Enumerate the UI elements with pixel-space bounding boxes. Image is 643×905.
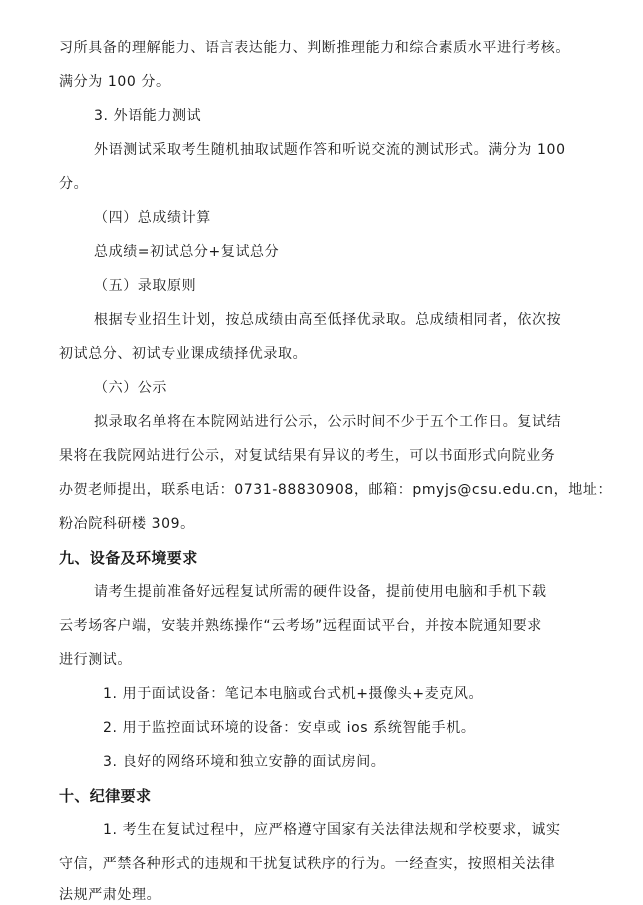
list-item-1: 1. 用于面试设备：笔记本电脑或台式机+摄像头+麦克风。 <box>103 686 484 702</box>
text-line-24: 1. 考生在复试过程中，应严格遵守国家有关法律法规和学校要求，诚实 <box>103 822 561 838</box>
text-line-5: 分。 <box>59 176 89 192</box>
text-line-2: 满分为 100 分。 <box>59 74 171 90</box>
text-line-19: 进行测试。 <box>59 652 132 668</box>
text-line-14: 办贺老师提出，联系电话：0731-88830908，邮箱：pmyjs@csu.edu.cn，地址： <box>59 482 613 498</box>
text-line-7: 总成绩=初试总分+复试总分 <box>94 244 280 260</box>
list-item-3: 3. 良好的网络环境和独立安静的面试房间。 <box>103 754 386 770</box>
section-heading-discipline: 十、纪律要求 <box>59 787 152 805</box>
text-line-25: 守信，严禁各种形式的违规和干扰复试秩序的行为。一经查实，按照相关法律 <box>59 856 556 872</box>
subsection-title-language-test: 3. 外语能力测试 <box>94 108 202 124</box>
text-line-15: 粉冶院科研楼 309。 <box>59 516 195 532</box>
text-line-4: 外语测试采取考生随机抽取试题作答和听说交流的测试形式。满分为 100 <box>94 142 566 158</box>
text-line-1: 习所具备的理解能力、语言表达能力、判断推理能力和综合素质水平进行考核。 <box>59 40 570 56</box>
text-line-9: 根据专业招生计划，按总成绩由高至低择优录取。总成绩相同者，依次按 <box>94 312 562 328</box>
section-heading-equipment: 九、设备及环境要求 <box>59 549 198 567</box>
text-line-13: 果将在我院网站进行公示，对复试结果有异议的考生，可以书面形式向院业务 <box>59 448 556 464</box>
text-line-18: 云考场客户端，安装并熟练操作“云考场”远程面试平台，并按本院通知要求 <box>59 618 542 634</box>
subsection-title-publicity: （六）公示 <box>94 380 167 396</box>
text-line-17: 请考生提前准备好远程复试所需的硬件设备，提前使用电脑和手机下载 <box>94 584 547 600</box>
text-line-12: 拟录取名单将在本院网站进行公示，公示时间不少于五个工作日。复试结 <box>94 414 562 430</box>
text-line-26: 法规严肃处理。 <box>59 887 162 903</box>
text-line-10: 初试总分、初试专业课成绩择优录取。 <box>59 346 308 362</box>
subsection-title-total-score: （四）总成绩计算 <box>94 210 211 226</box>
list-item-2: 2. 用于监控面试环境的设备：安卓或 ios 系统智能手机。 <box>103 720 476 736</box>
subsection-title-admission: （五）录取原则 <box>94 278 197 294</box>
